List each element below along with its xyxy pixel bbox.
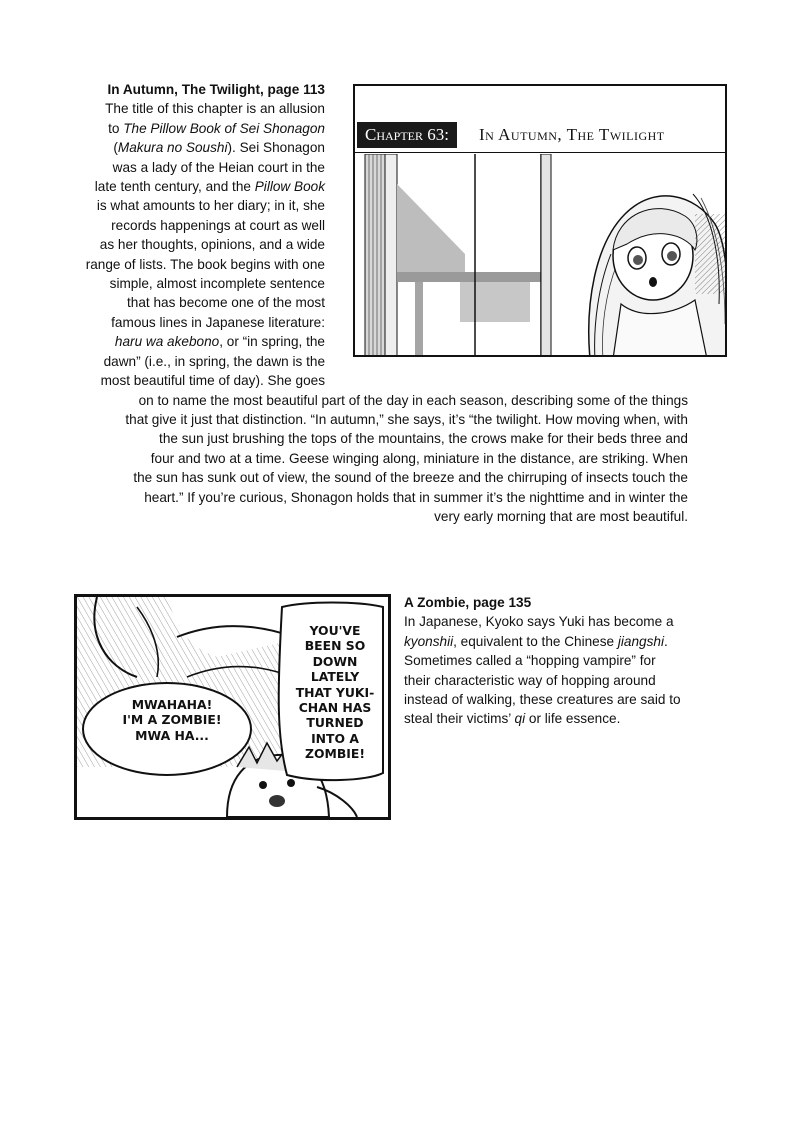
note-line: records happenings at court as well: [111, 217, 325, 233]
note-line: the sun just brushing the tops of the mountains, the crows make for their beds three and: [159, 431, 688, 447]
note-line: most beautiful time of day). She goes: [100, 373, 325, 389]
manga-panel-zombie: [74, 594, 391, 820]
note-line: simple, almost incomplete sentence: [109, 276, 325, 292]
note-line: dawn” (i.e., in spring, the dawn is the: [103, 353, 325, 369]
note-line: very early morning that are most beautiful.: [434, 508, 688, 524]
note-line: steal their victims’ qi or life essence.: [404, 711, 621, 727]
note-line: haru wa akebono, or “in spring, the: [114, 334, 325, 350]
speech-bubble-left: MWAHAHA! I'M A ZOMBIE! MWA HA...: [122, 697, 222, 743]
note-line: to The Pillow Book of Sei Shonagon: [108, 120, 325, 136]
note-line: was a lady of the Heian court in the: [112, 159, 325, 175]
chapter-header: [355, 86, 725, 160]
note-line: instead of walking, these creatures are said to: [404, 692, 681, 708]
note-line: is what amounts to her diary; in it, she: [96, 198, 325, 214]
note-line: that give it just that distinction. “In autumn,” she says, it’s “the twilight. How moving when, with: [125, 411, 688, 427]
note-line: the sun has sunk out of view, the sound of the breeze and the chirruping of insects touch the: [133, 470, 688, 486]
note-line: range of lists. The book begins with one: [85, 256, 325, 272]
chapter-title: In Autumn, The Twilight: [479, 125, 665, 144]
note-line: heart.” If you’re curious, Shonagon holds that in summer it’s the nighttime and in winter the: [144, 489, 688, 505]
note-line: late tenth century, and the Pillow Book: [94, 179, 325, 195]
note-line: their characteristic way of hopping around: [404, 672, 656, 688]
chapter-label: Chapter 63:: [357, 122, 457, 148]
note-title: A Zombie, page 135: [404, 595, 532, 610]
note-line: In Japanese, Kyoko says Yuki has become a: [404, 614, 674, 630]
manga-panel-chapter-63: [353, 84, 727, 357]
note-line: Sometimes called a “hopping vampire” for: [404, 653, 656, 669]
note-title: In Autumn, The Twilight, page 113: [107, 82, 325, 97]
panel1-artwork: [355, 154, 727, 357]
note-line: famous lines in Japanese literature:: [111, 314, 325, 330]
note-line: four and two at a time. Geese winging along, miniature in the distance, are striking. When: [150, 450, 688, 466]
note-line: (Makura no Soushi). Sei Shonagon: [113, 140, 325, 156]
note-line: kyonshii, equivalent to the Chinese jiangshi.: [404, 633, 668, 649]
chapter-rule: [355, 152, 725, 153]
note-zombie: [404, 593, 744, 729]
note-line: The title of this chapter is an allusion: [105, 101, 325, 117]
note-line: that has become one of the most: [127, 295, 325, 311]
note-line: on to name the most beautiful part of the day in each season, describing some of the things: [138, 392, 688, 408]
speech-bubble-right: YOU'VE BEEN SO DOWN LATELY THAT YUKI- CHAN HAS TURNED INTO A ZOMBIE!: [295, 623, 375, 762]
note-line: as her thoughts, opinions, and a wide: [99, 237, 325, 253]
